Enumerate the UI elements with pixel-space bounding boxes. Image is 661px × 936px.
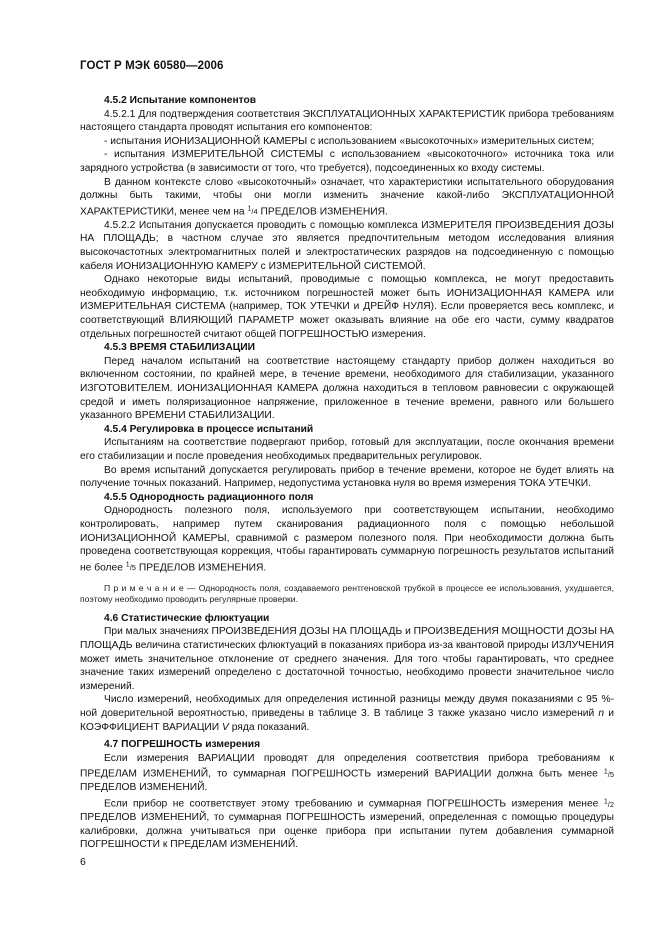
paragraph <box>80 795 614 852</box>
fraction: 1/5 <box>603 768 614 779</box>
note: П р и м е ч а н и е — Однородность поля, создаваемого рентгеновской трубкой в процессе ее использования, ухудшается, поэтому необходимо проводить регулярные проверки. <box>80 582 614 605</box>
document-page <box>80 60 614 852</box>
paragraph <box>80 176 614 219</box>
paragraph <box>80 752 614 795</box>
page-number: 6 <box>80 856 86 868</box>
section-heading-4-5-3: 4.5.3 ВРЕМЯ СТАБИЛИЗАЦИИ <box>104 342 255 354</box>
paragraph-text: ПРЕДЕЛОВ ИЗМЕНЕНИЯ. <box>138 562 267 574</box>
paragraph-text: ПРЕДЕЛОВ ИЗМЕНЕНИЯ. <box>260 206 388 218</box>
section-heading-4-7: 4.7 ПОГРЕШНОСТЬ измерения <box>104 739 261 751</box>
paragraph <box>80 693 614 734</box>
paragraph: Во время испытаний допускается регулировать прибор в течение времени, которое не будет влиять на получение точных показаний. Например, недопустима установка нуля во время измерения ТОКА УТЕЧКИ. <box>80 464 614 490</box>
paragraph-text: Число измерений, необходимых для определения истинной разницы между двумя показаниями с 95 %-ной доверительной вероятностью, приведены в таблице 3. В таблице 3 также указано число измерений <box>80 694 614 719</box>
paragraph: - испытания ИЗМЕРИТЕЛЬНОЙ СИСТЕМЫ с использованием «высокоточного» источника тока или зарядного устройства (в зависимости от того, что требуется), подсоединенных ко входу системы. <box>80 149 614 174</box>
section-heading-4-5-4: 4.5.4 Регулировка в процессе испытаний <box>104 423 314 435</box>
section-heading-4-5-5: 4.5.5 Однородность радиационного поля <box>104 491 314 503</box>
paragraph: 4.5.2.2 Испытания допускается проводить с помощью комплекса ИЗМЕРИТЕЛЯ ПРОИЗВЕДЕНИЯ ДОЗЫ НА ПЛОЩАДЬ; в частном случае это является предпочтительным методом исследования влияния высокочастотных электромагнитных полей и электростатических разрядов на подсоединенную с помощью кабеля ИОНИЗАЦИОННУЮ КАМЕРУ с ИЗМЕРИТЕЛЬНОЙ СИСТЕМОЙ. <box>80 219 614 272</box>
paragraph-text: Если измерения ВАРИАЦИИ проводят для определения соответствия прибора требованиям к ПРЕДЕЛАМ ИЗМЕНЕНИЙ, то суммарная ПОГРЕШНОСТЬ измерений ВАРИАЦИИ должна быть менее <box>80 752 614 780</box>
paragraph-text: и КОЭФФИЦИЕНТ ВАРИАЦИИ <box>80 707 614 733</box>
section-heading-4-5-2: 4.5.2 Испытание компонентов <box>104 95 257 106</box>
document-header: ГОСТ Р МЭК 60580—2006 <box>80 60 224 72</box>
document-body <box>80 94 614 852</box>
paragraph: Испытаниям на соответствие подвергают прибор, готовый для эксплуатации, после окончания времени его стабилизации и после проведения необходимых предварительных регулировок. <box>80 437 614 462</box>
paragraph <box>80 504 614 574</box>
paragraph-text: ряда показаний. <box>231 721 310 733</box>
section-heading-4-6: 4.6 Статистические флюктуации <box>104 612 270 624</box>
paragraph: Однако некоторые виды испытаний, проводимые с помощью комплекса, не могут предоставить необходимую информацию, т.к. источником погрешностей может быть ИОНИЗАЦИОННАЯ КАМЕРА или ИЗМЕРИТЕЛЬНАЯ СИСТЕМА (например, ТОК УТЕЧКИ и ДРЕЙФ НУЛЯ). Если проверяется весь комплекс, и соответствующий ВЛИЯЮЩИЙ ПАРАМЕТР может оказывать влияние на обе его части, сумму квадратов отдельных погрешностей считают общей ПОГРЕШНОСТЬЮ измерения. <box>80 274 614 340</box>
paragraph-text: Однородность полезного поля, используемого при соответствующем испытании, необходимо контролировать, например путем сканирования радиационного поля с помощью небольшой ИОНИЗАЦИОННОЙ КАМЕРЫ, сравнимой с размером полезного поля. При необходимости должна быть проведена соответствующая коррекция, чтобы гарантировать суммарную погрешность результатов испытаний не более <box>80 505 614 574</box>
fraction: 1/4 <box>247 205 258 217</box>
paragraph-text: ПРЕДЕЛОВ ИЗМЕНЕНИЙ, то суммарная ПОГРЕШНОСТЬ измерений, определенная с помощью процедуры калибровки, должна учитываться при оценке прибора при испытании путем добавления суммарной ПОГРЕШНОСТИ к ПРЕДЕЛАМ ИЗМЕНЕНИЙ. <box>80 812 614 851</box>
paragraph-text: ПРЕДЕЛОВ ИЗМЕНЕНИЙ. <box>80 782 208 794</box>
paragraph: - испытания ИОНИЗАЦИОННОЙ КАМЕРЫ с использованием «высокоточных» измерительных систем; <box>104 135 595 147</box>
fraction: 1/2 <box>603 798 614 809</box>
variable-v: V <box>222 721 229 733</box>
fraction: 1/5 <box>125 561 136 573</box>
paragraph: При малых значениях ПРОИЗВЕДЕНИЯ ДОЗЫ НА ПЛОЩАДЬ и ПРОИЗВЕДЕНИЯ МОЩНОСТИ ДОЗЫ НА ПЛОЩАДЬ величина статистических флюктуаций в показаниях прибора из-за квантовой природы ИЗЛУЧЕНИЯ может иметь значительное отклонение от среднего значения. Для того чтобы гарантировать, что среднее значение таких измерений определено с достаточной точностью, необходимо провести значительное число измерений. <box>80 626 614 692</box>
paragraph: 4.5.2.1 Для подтверждения соответствия ЭКСПЛУАТАЦИОННЫХ ХАРАКТЕРИСТИК прибора требованиям настоящего стандарта проводят испытания его компонентов: <box>80 108 614 134</box>
paragraph-text: В данном контексте слово «высокоточный» означает, что характеристики испытательного оборудования должны быть такими, чтобы они могли изменить значение какой-либо ЭКСПЛУАТАЦИОННОЙ ХАРАКТЕРИСТИКИ, менее чем на <box>80 176 614 218</box>
variable-n: n <box>598 707 605 719</box>
paragraph: Перед началом испытаний на соответствие настоящему стандарту прибор должен находиться во включенном состоянии, по крайней мере, в течение времени, необходимого для стабилизации, указанного ИЗГОТОВИТЕЛЕМ. ИОНИЗАЦИОННАЯ КАМЕРА должна находиться в тепловом равновесии с окружающей средой и иметь поляризационное напряжение, приложенное в течение времени, равного или большего указанного ВРЕМЕНИ СТАБИЛИЗАЦИИ. <box>80 355 614 422</box>
paragraph-text: Если прибор не соответствует этому требованию и суммарная ПОГРЕШНОСТЬ измерения менее <box>104 798 599 810</box>
